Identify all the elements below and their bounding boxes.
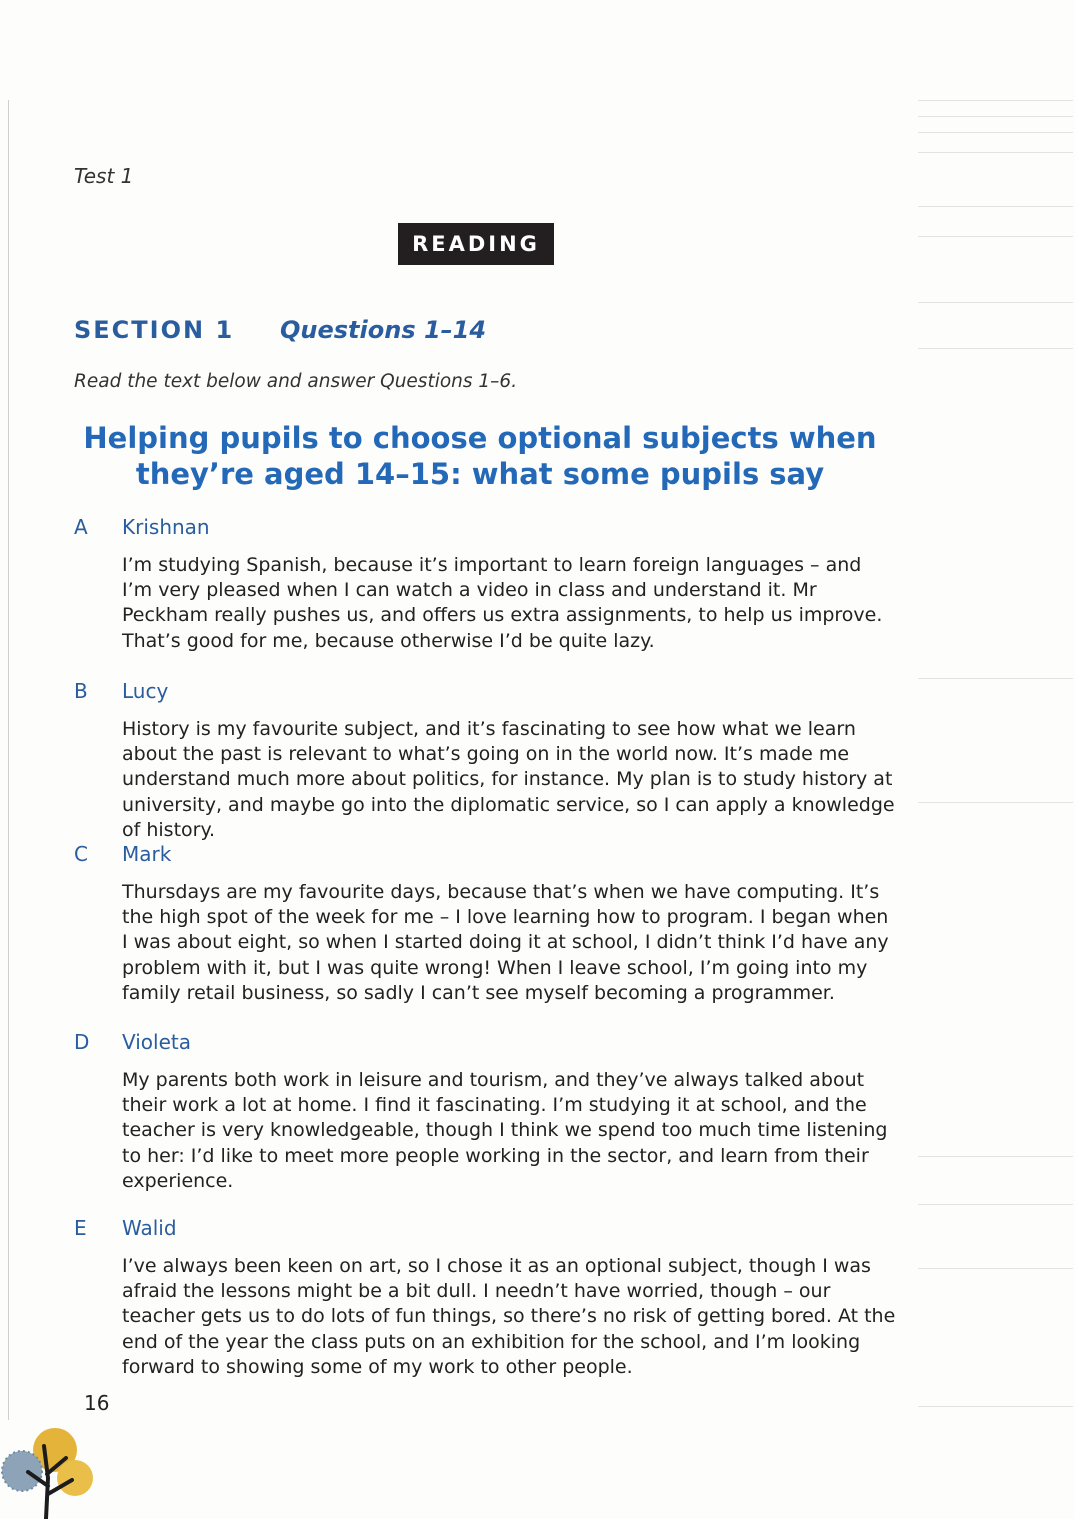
entry-text: Thursdays are my favourite days, because that’s when we have computing. It’s the high spot of the week for me – I love learning how to program. I began when I was about eight, so when I started doing it at school, I didn’t think I’d have any problem with it, but I was quite wrong! When I leave school, I’m going into my family retail business, so sadly I can’t see myself becoming a programmer. <box>122 881 889 1004</box>
entry-name: Walid <box>122 1216 177 1240</box>
article-title <box>60 420 900 492</box>
page-number: 16 <box>84 1391 110 1415</box>
section-label: SECTION 1 <box>74 316 235 344</box>
section-questions: Questions 1–14 <box>280 316 487 344</box>
entry-letter: A <box>74 515 88 539</box>
instruction-text: Read the text below and answer Questions 1–6. <box>74 371 518 392</box>
entry-name: Krishnan <box>122 515 210 539</box>
entry-text: I’ve always been keen on art, so I chose it as an optional subject, though I was afraid the lessons might be a bit dull. I needn’t have worried, though – our teacher gets us to do lots of fun things, so there’s no risk of getting bored. At the end of the year the class puts on an exhibition for the school, and I’m looking forward to showing some of my work to other people. <box>122 1255 896 1378</box>
entry-letter: D <box>74 1030 90 1054</box>
scan-edge-right <box>918 96 1073 1486</box>
entry-letter: E <box>74 1216 87 1240</box>
article-title-line-2: they’re aged 14–15: what some pupils say <box>135 457 825 491</box>
entry-name: Mark <box>122 842 172 866</box>
entry-text: I’m studying Spanish, because it’s important to learn foreign languages – and I’m very pleased when I can watch a video in class and understand it. Mr Peckham really pushes us, and offers us extra assignments, to help us improve. That’s good for me, because otherwise I’d be quite lazy. <box>122 554 883 652</box>
running-head: Test 1 <box>74 164 134 188</box>
entry-name: Lucy <box>122 679 169 703</box>
tree-icon <box>0 1428 100 1519</box>
entry-letter: B <box>74 679 88 703</box>
reading-banner: READING <box>398 223 554 265</box>
entry-name: Violeta <box>122 1030 191 1054</box>
section-heading <box>74 316 487 344</box>
entry-text: History is my favourite subject, and it’s fascinating to see how what we learn about the past is relevant to what’s going on in the world now. It’s made me understand much more about politics, for instance. My plan is to study history at university, and maybe go into the diplomatic service, so I can apply a knowledge of history. <box>122 718 895 841</box>
entry-text: My parents both work in leisure and tourism, and they’ve always talked about their work a lot at home. I find it fascinating. I’m studying it at school, and the teacher is very knowledgeable, though I think we spend too much time listening to her: I’d like to meet more people working in the sector, and learn from their experience. <box>122 1069 888 1192</box>
article-title-line-1: Helping pupils to choose optional subjects when <box>83 421 877 455</box>
entry-letter: C <box>74 842 88 866</box>
scan-edge-left <box>8 100 9 1420</box>
